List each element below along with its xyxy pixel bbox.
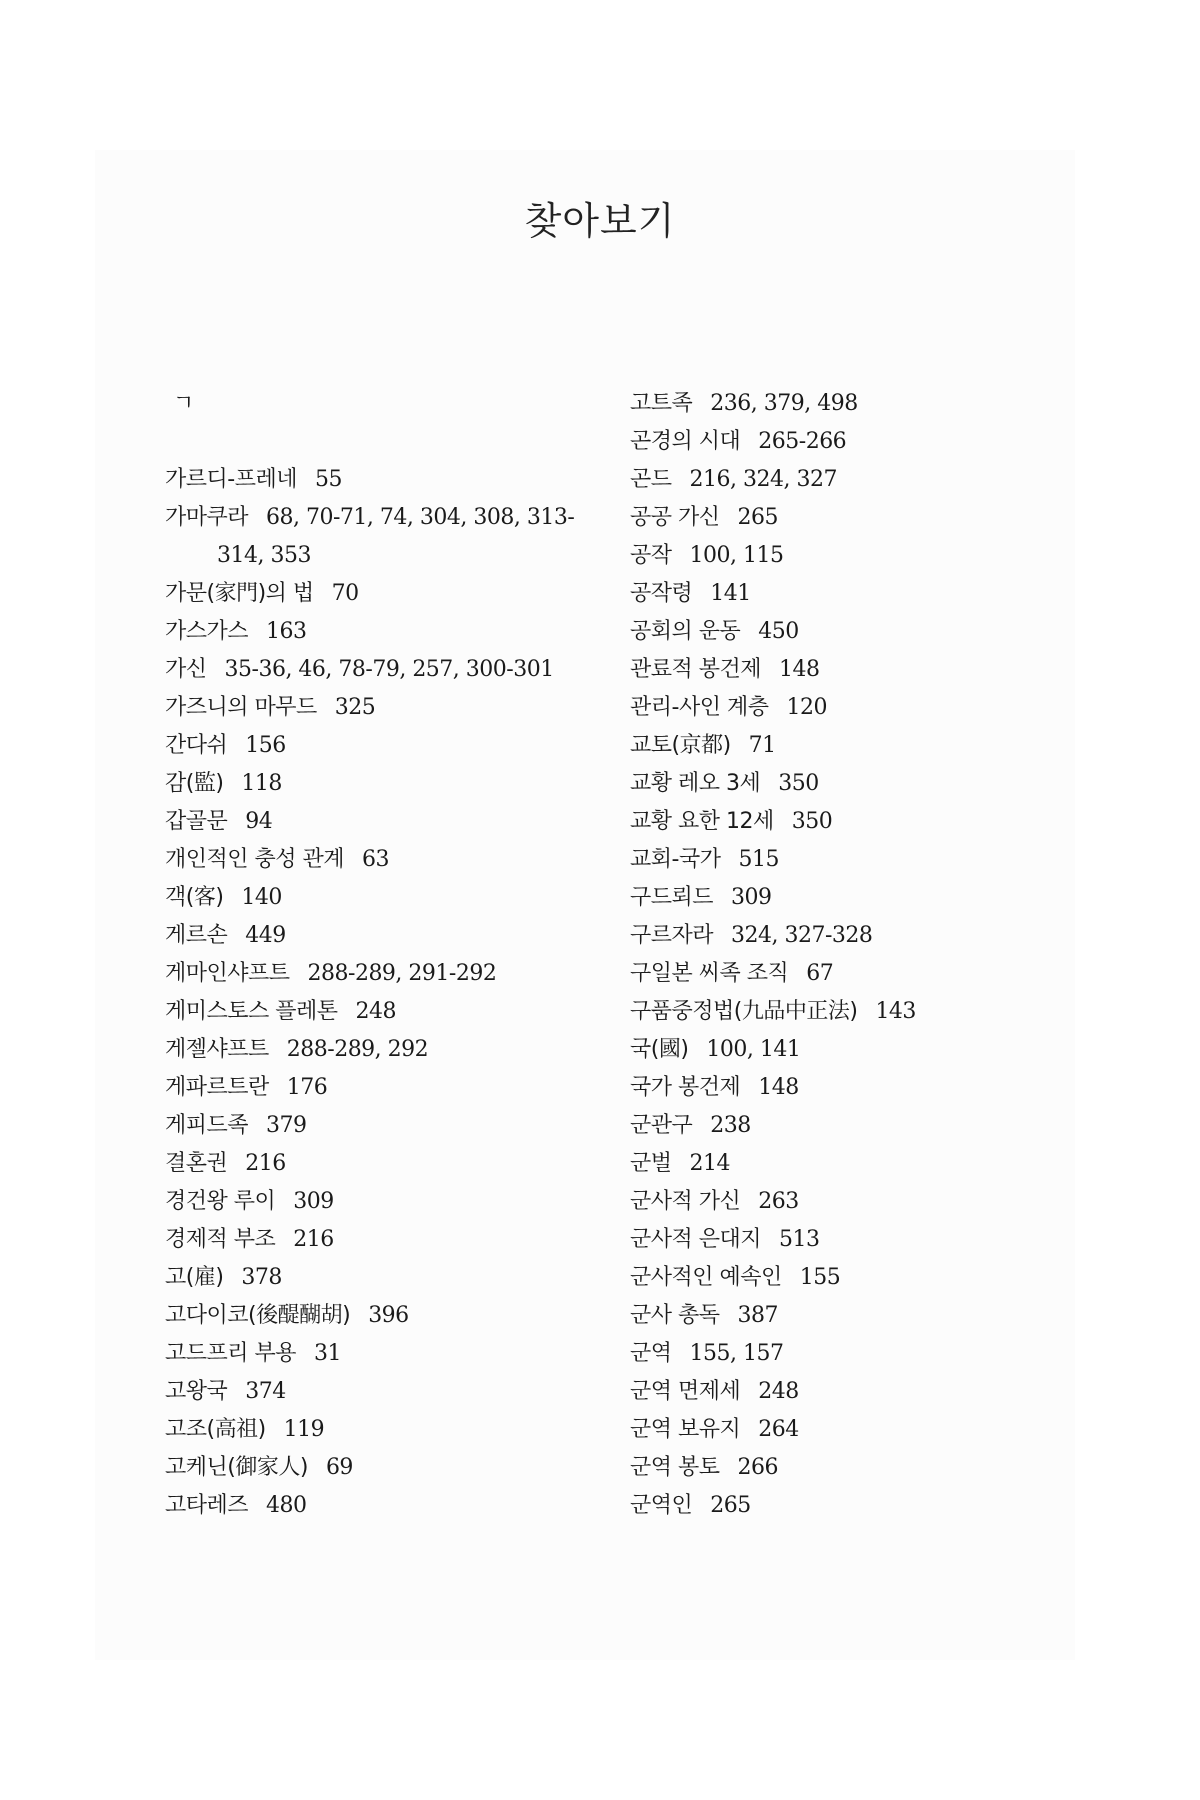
page-numbers: 374	[245, 1379, 286, 1404]
index-term: 고트족	[630, 391, 693, 416]
page-numbers: 264	[758, 1417, 799, 1442]
index-entry	[165, 841, 605, 879]
index-entry	[165, 1487, 605, 1525]
index-entry	[630, 1221, 1070, 1259]
page-numbers: 68, 70-71, 74, 304, 308, 313-314, 353	[217, 505, 575, 568]
index-entry	[165, 1145, 605, 1183]
page-numbers: 480	[266, 1493, 307, 1518]
page-numbers: 141	[710, 581, 751, 606]
index-term: 고조(高祖)	[165, 1417, 266, 1442]
page-numbers: 120	[786, 695, 827, 720]
page-numbers: 214	[689, 1151, 731, 1176]
page-numbers: 248	[758, 1379, 799, 1404]
index-entry	[630, 727, 1070, 765]
index-entry	[165, 803, 605, 841]
index-term: 군사적 은대지	[630, 1227, 762, 1252]
index-term: 고케닌(御家人)	[165, 1455, 308, 1480]
index-entry	[165, 1411, 605, 1449]
index-entry	[630, 575, 1070, 613]
index-term: 군역 면제세	[630, 1379, 741, 1404]
index-entry	[630, 1487, 1070, 1525]
index-entry	[630, 1031, 1070, 1069]
page-numbers: 309	[731, 885, 772, 910]
index-entry	[165, 1107, 605, 1145]
index-entry	[165, 1069, 605, 1107]
index-entry	[165, 1335, 605, 1373]
index-term: 게파르트란	[165, 1075, 269, 1100]
index-entry	[630, 879, 1070, 917]
index-entry	[630, 803, 1070, 841]
index-entry	[630, 499, 1070, 537]
index-entry	[165, 1297, 605, 1335]
index-entry	[165, 955, 605, 993]
index-entry	[630, 955, 1070, 993]
page-numbers: 515	[738, 847, 779, 872]
index-entry	[630, 651, 1070, 689]
index-term: 곤드	[630, 467, 672, 492]
index-term: 구드뢰드	[630, 885, 714, 910]
page-numbers: 163	[266, 619, 307, 644]
index-entry	[630, 537, 1070, 575]
index-entry	[165, 727, 605, 765]
index-entry	[165, 1183, 605, 1221]
index-entry	[630, 917, 1070, 955]
page-numbers: 35-36, 46, 78-79, 257, 300-301	[224, 657, 554, 682]
page-numbers: 148	[779, 657, 820, 682]
page-numbers: 263	[758, 1189, 799, 1214]
page-numbers: 513	[779, 1227, 820, 1252]
index-term: 고왕국	[165, 1379, 228, 1404]
page-numbers: 216	[293, 1227, 334, 1252]
page-numbers: 71	[748, 733, 776, 758]
index-entry	[630, 1449, 1070, 1487]
page-numbers: 288-289, 291-292	[307, 961, 497, 986]
index-entry	[630, 841, 1070, 879]
page-numbers: 379	[266, 1113, 307, 1138]
page-numbers: 148	[758, 1075, 799, 1100]
page-numbers: 248	[355, 999, 397, 1024]
index-term: 교토(京都)	[630, 733, 731, 758]
index-term: 군역 보유지	[630, 1417, 741, 1442]
index-entry	[165, 651, 605, 689]
index-term: 군사적 가신	[630, 1189, 741, 1214]
index-term: 게피드족	[165, 1113, 249, 1138]
index-term: 군관구	[630, 1113, 693, 1138]
index-term: 국가 봉건제	[630, 1075, 741, 1100]
index-entry	[165, 1449, 605, 1487]
index-term: 경건왕 루이	[165, 1189, 276, 1214]
page-title: 찾아보기	[524, 199, 676, 243]
index-term: 고(雇)	[165, 1265, 224, 1290]
page-numbers: 63	[362, 847, 390, 872]
index-entry	[630, 1373, 1070, 1411]
page-numbers: 155	[799, 1265, 841, 1290]
index-term: 관료적 봉건제	[630, 657, 762, 682]
index-term: 교황 요한 12세	[630, 809, 774, 834]
index-entry	[630, 765, 1070, 803]
page-numbers: 155, 157	[689, 1341, 784, 1366]
page-numbers: 31	[314, 1341, 342, 1366]
index-entry	[630, 385, 1070, 423]
page-numbers: 265	[710, 1493, 751, 1518]
index-entry	[165, 1259, 605, 1297]
index-entry	[165, 917, 605, 955]
index-entry	[630, 613, 1070, 651]
page-numbers: 265-266	[758, 429, 847, 454]
index-term: 군사 총독	[630, 1303, 720, 1328]
index-entry	[630, 993, 1070, 1031]
index-term: 감(監)	[165, 771, 224, 796]
page-numbers: 70	[331, 581, 359, 606]
index-entry	[165, 1031, 605, 1069]
index-term: 공공 가신	[630, 505, 720, 530]
index-entry	[165, 993, 605, 1031]
page-numbers: 309	[293, 1189, 334, 1214]
page-numbers: 216, 324, 327	[689, 467, 837, 492]
index-term: 곤경의 시대	[630, 429, 741, 454]
index-term: 고다이코(後醍醐胡)	[165, 1303, 351, 1328]
index-term: 군사적인 예속인	[630, 1265, 782, 1290]
page-numbers: 325	[334, 695, 376, 720]
page-numbers: 216	[245, 1151, 286, 1176]
index-term: 간다쉬	[165, 733, 228, 758]
page-numbers: 156	[245, 733, 286, 758]
page-numbers: 450	[758, 619, 799, 644]
index-term: 교황 레오 3세	[630, 771, 761, 796]
page-numbers: 238	[710, 1113, 751, 1138]
index-term: 경제적 부조	[165, 1227, 276, 1252]
index-entry	[630, 461, 1070, 499]
index-term: 관리-사인 계층	[630, 695, 769, 720]
index-term: 개인적인 충성 관계	[165, 847, 345, 872]
page-numbers: 69	[325, 1455, 353, 1480]
page-numbers: 324, 327-328	[731, 923, 873, 948]
page-numbers: 176	[286, 1075, 328, 1100]
page-numbers: 100, 141	[706, 1037, 801, 1062]
index-entry	[165, 461, 605, 499]
index-entry	[630, 1259, 1070, 1297]
page-numbers: 236, 379, 498	[710, 391, 858, 416]
index-term: 게마인샤프트	[165, 961, 290, 986]
index-entry	[165, 1221, 605, 1259]
index-entry	[165, 613, 605, 651]
page-numbers: 140	[241, 885, 282, 910]
index-term: 구르자라	[630, 923, 714, 948]
index-term: 군역 봉토	[630, 1455, 720, 1480]
page-numbers: 119	[283, 1417, 325, 1442]
index-term: 교회-국가	[630, 847, 721, 872]
page-numbers: 288-289, 292	[286, 1037, 429, 1062]
page-numbers: 350	[778, 771, 819, 796]
page-numbers: 378	[241, 1265, 282, 1290]
index-term: 가르디-프레네	[165, 467, 297, 492]
page-numbers: 350	[791, 809, 833, 834]
index-term: 군역	[630, 1341, 672, 1366]
index-term: 국(國)	[630, 1037, 689, 1062]
index-term: 객(客)	[165, 885, 224, 910]
index-entry	[165, 499, 605, 575]
index-entry	[165, 879, 605, 917]
index-term: 구일본 씨족 조직	[630, 961, 789, 986]
index-term: 가마쿠라	[165, 505, 249, 530]
index-term: 가스가스	[165, 619, 249, 644]
right-entry-list	[630, 385, 1070, 1525]
page-numbers: 67	[806, 961, 834, 986]
page-numbers: 55	[314, 467, 342, 492]
index-term: 가문(家門)의 법	[165, 581, 314, 606]
index-term: 가즈니의 마무드	[165, 695, 317, 720]
index-term: 구품중정법(九品中正法)	[630, 999, 858, 1024]
index-entry	[165, 575, 605, 613]
index-entry	[630, 1183, 1070, 1221]
left-entry-list	[165, 461, 605, 1525]
index-entry	[165, 1373, 605, 1411]
page-numbers: 100, 115	[689, 543, 784, 568]
index-column-left	[165, 385, 605, 1525]
index-entry	[630, 1411, 1070, 1449]
index-entry	[630, 1069, 1070, 1107]
page-numbers: 449	[245, 923, 286, 948]
index-term: 가신	[165, 657, 207, 682]
page-numbers: 266	[737, 1455, 779, 1480]
page-numbers: 94	[245, 809, 273, 834]
index-term: 군벌	[630, 1151, 672, 1176]
index-term: 군역인	[630, 1493, 693, 1518]
index-entry	[630, 1145, 1070, 1183]
section-letter: ㄱ	[173, 391, 195, 416]
page-numbers: 396	[368, 1303, 409, 1328]
index-term: 고드프리 부용	[165, 1341, 297, 1366]
page-numbers: 265	[737, 505, 779, 530]
index-term: 갑골문	[165, 809, 228, 834]
page-numbers: 387	[737, 1303, 779, 1328]
page-numbers: 118	[241, 771, 282, 796]
page-numbers: 143	[875, 999, 916, 1024]
index-entry	[630, 423, 1070, 461]
index-term: 공작	[630, 543, 672, 568]
index-entry	[165, 689, 605, 727]
index-term: 게미스토스 플레톤	[165, 999, 338, 1024]
index-entry	[630, 1297, 1070, 1335]
index-term: 공작령	[630, 581, 693, 606]
index-term: 결혼권	[165, 1151, 228, 1176]
index-entry	[630, 1335, 1070, 1373]
index-entry	[630, 1107, 1070, 1145]
index-column-right	[630, 385, 1070, 1525]
index-entry	[630, 689, 1070, 727]
index-term: 공회의 운동	[630, 619, 741, 644]
index-term: 게젤샤프트	[165, 1037, 269, 1062]
index-term: 고타레즈	[165, 1493, 249, 1518]
index-term: 게르손	[165, 923, 228, 948]
index-entry	[165, 765, 605, 803]
